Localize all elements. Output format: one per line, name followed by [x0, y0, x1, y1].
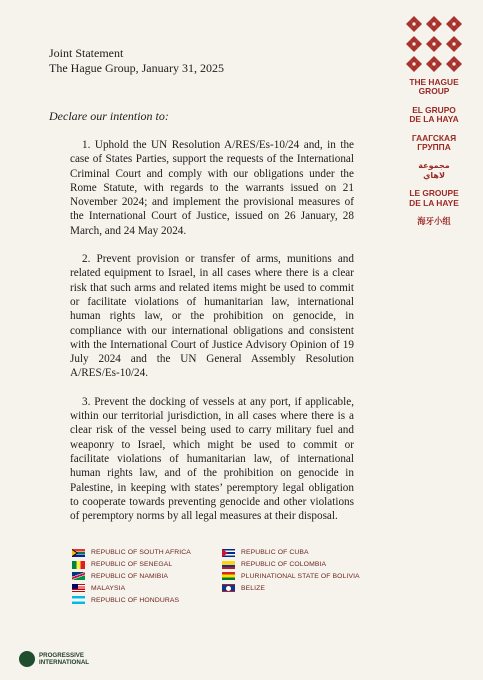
statement-byline: The Hague Group, January 31, 2025 — [49, 61, 224, 75]
group-name-es: EL GRUPO DE LA HAYA — [409, 104, 459, 125]
statement-type: Joint Statement — [49, 46, 124, 60]
group-name-ru: ГААГСКАЯ ГРУППА — [411, 132, 457, 153]
signatory-row — [72, 582, 191, 594]
signatories-column-left — [72, 547, 191, 606]
signatory-row — [222, 559, 360, 571]
progressive-international-logo — [19, 651, 89, 667]
signatory-row — [222, 582, 360, 594]
signatory-row — [72, 594, 191, 606]
cuba-flag-icon — [222, 549, 235, 557]
colombia-flag-icon — [222, 561, 235, 569]
signatory-name: REPUBLIC OF SOUTH AFRICA — [91, 549, 191, 557]
honduras-flag-icon — [72, 596, 85, 604]
signatory-name: MALAYSIA — [91, 584, 126, 592]
org-name-line1: PROGRESSIVE — [39, 651, 85, 659]
paragraph-3: 3. Prevent the docking of vessels at any port, if applicable, within our territorial jurisdiction, in all cases where there is a clear risk of the vessel being used to carry military fuel and weaponry to Israel, which might be used to commit or facilitate violations of humanitarian law, of international human rights law, and of the prohibition on genocide in Palestine, in keeping with states’ peremptory legal obligation to cooperate towards preventing genocide and other violations of peremptory norms by all legal measures at their disposal. — [70, 395, 354, 523]
signatory-name: REPUBLIC OF COLOMBIA — [241, 561, 327, 569]
paragraph-2: 2. Prevent provision or transfer of arms, munitions and related equipment to Israel, in all cases where there is a clear risk that such arms and related items might be used to commit or facilitate violations of humanitarian law, international human rights law, or the prohibition on genocide, in compliance with our international obligations and consistent with the International Court of Justice Advisory Opinion of 19 July 2024 and the UN General Assembly Resolution A/RES/Es-10/24. — [70, 253, 354, 380]
hague-group-logo-icon — [405, 15, 463, 73]
signatory-name: BELIZE — [241, 584, 266, 592]
group-name-translations — [397, 78, 471, 235]
namibia-flag-icon — [72, 572, 85, 580]
group-name-zh: 海牙小组 — [417, 216, 451, 227]
paragraph-1: 1. Uphold the UN Resolution A/RES/Es-10/24 and, in the case of States Parties, support the requests of the International Criminal Court and comply with our obligations under the Rome Statute, with regards to the warrants issued on 21 November 2024; and implement the provisional measures of the International Court of Justice, issued on 26 January, 28 March, and 24 May 2024. — [70, 139, 354, 237]
signatory-name: REPUBLIC OF HONDURAS — [91, 596, 180, 604]
statement-header — [49, 46, 224, 76]
signatory-row — [222, 547, 360, 559]
signatories-column-right — [222, 547, 360, 594]
bolivia-flag-icon — [222, 572, 235, 580]
progressive-international-wordmark — [39, 652, 89, 666]
progressive-international-circle-icon — [19, 651, 35, 667]
signatory-row — [72, 559, 191, 571]
malaysia-flag-icon — [72, 584, 85, 592]
signatory-name: PLURINATIONAL STATE OF BOLIVIA — [241, 572, 360, 580]
org-name-line2: INTERNATIONAL — [39, 659, 90, 666]
signatory-row — [72, 547, 191, 559]
senegal-flag-icon — [72, 561, 85, 569]
group-name-fr: LE GROUPE DE LA HAYE — [409, 188, 459, 208]
signatory-name: REPUBLIC OF SENEGAL — [91, 561, 173, 569]
signatory-row — [72, 571, 191, 583]
south-africa-flag-icon — [72, 549, 85, 557]
signatory-name: REPUBLIC OF NAMIBIA — [91, 572, 169, 580]
group-name-en: THE HAGUE GROUP — [409, 77, 459, 97]
declaration-intro: Declare our intention to: — [49, 109, 169, 123]
signatory-row — [222, 571, 360, 583]
belize-flag-icon — [222, 584, 235, 592]
signatory-name: REPUBLIC OF CUBA — [241, 549, 309, 557]
group-name-ar: مجموعة لاهاي — [418, 161, 450, 180]
statement-body — [70, 138, 354, 537]
